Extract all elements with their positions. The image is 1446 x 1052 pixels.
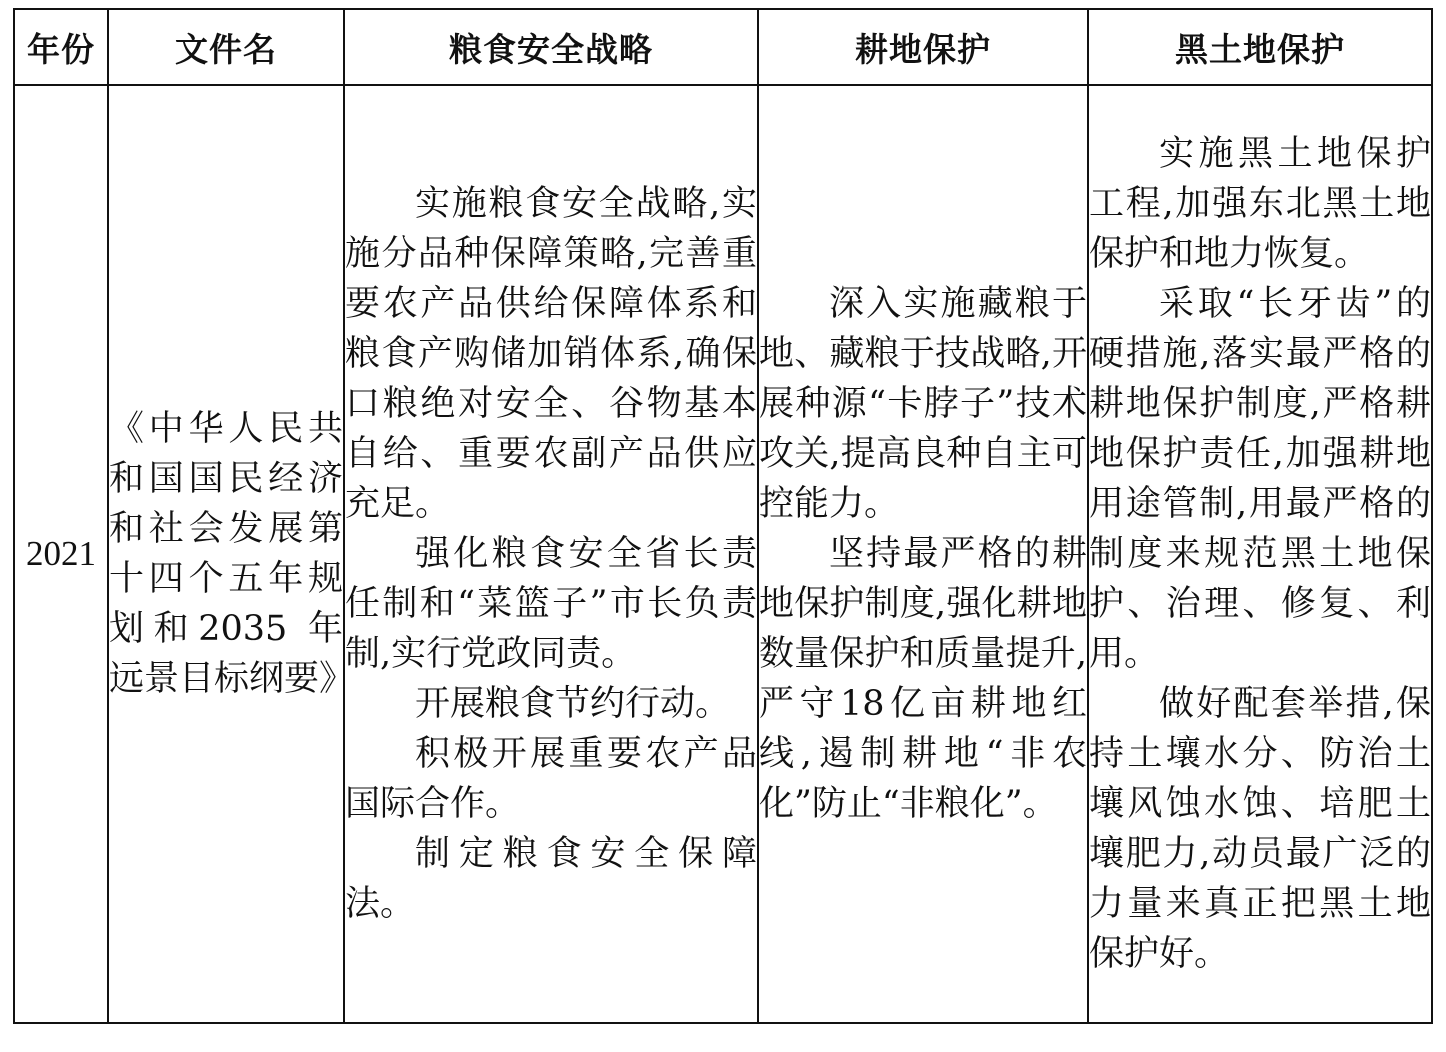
black-soil-protection-cell: [1088, 85, 1432, 1023]
food-security-cell: [344, 85, 758, 1023]
document-name-cell: 《中华人民共和国国民经济和社会发展第十四个五年规划和2035 年远景目标纲要》: [108, 85, 344, 1023]
header-farmland-protection: 耕地保护: [758, 9, 1088, 85]
black-soil-protection-paragraph: 做好配套举措,保持土壤水分、防治土壤风蚀水蚀、培肥土壤肥力,动员最广泛的力量来真正把黑土地保护好。: [1089, 684, 1431, 974]
food-security-paragraph: 制定粮食安全保障法。: [345, 834, 757, 924]
policy-table: [13, 8, 1433, 1024]
header-black-soil-protection: 黑土地保护: [1088, 9, 1432, 85]
food-security-paragraph: 积极开展重要农产品国际合作。: [345, 734, 757, 824]
header-food-security: 粮食安全战略: [344, 9, 758, 85]
header-year: 年份: [14, 9, 108, 85]
black-soil-protection-paragraph: 实施黑土地保护工程,加强东北黑土地保护和地力恢复。: [1089, 134, 1431, 274]
header-document: 文件名: [108, 9, 344, 85]
farmland-protection-paragraph: 坚持最严格的耕地保护制度,强化耕地数量保护和质量提升,严守18亿亩耕地红线,遏制耕地“非农化”防止“非粮化”。: [759, 534, 1087, 824]
food-security-paragraph: 强化粮食安全省长责任制和“菜篮子”市长负责制,实行党政同责。: [345, 534, 757, 674]
farmland-protection-cell: [758, 85, 1088, 1023]
farmland-protection-paragraph: 深入实施藏粮于地、藏粮于技战略,开展种源“卡脖子”技术攻关,提高良种自主可控能力。: [759, 284, 1087, 524]
year-cell: 2021: [14, 85, 108, 1023]
header-row: [14, 9, 1432, 85]
table-row: [14, 85, 1432, 1023]
food-security-paragraph: 实施粮食安全战略,实施分品种保障策略,完善重要农产品供给保障体系和粮食产购储加销体系,确保口粮绝对安全、谷物基本自给、重要农副产品供应充足。: [345, 184, 757, 524]
black-soil-protection-paragraph: 采取“长牙齿”的硬措施,落实最严格的耕地保护制度,严格耕地保护责任,加强耕地用途管制,用最严格的制度来规范黑土地保护、治理、修复、利用。: [1089, 284, 1431, 674]
food-security-paragraph: 开展粮食节约行动。: [415, 684, 731, 724]
